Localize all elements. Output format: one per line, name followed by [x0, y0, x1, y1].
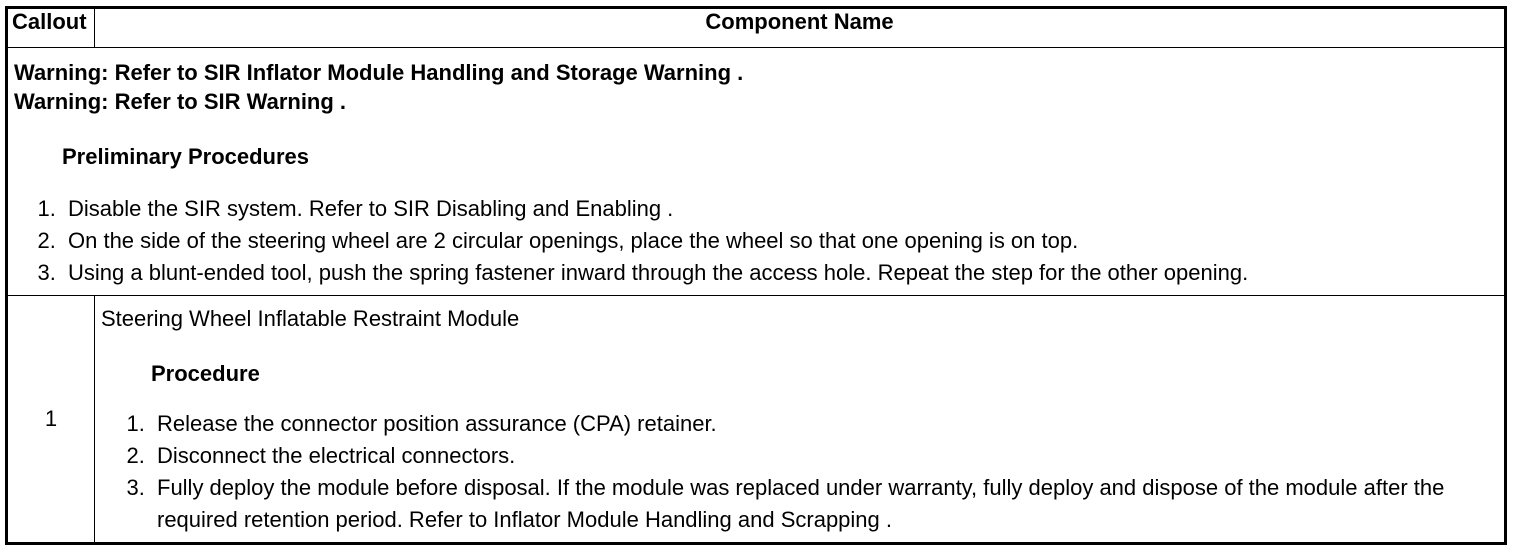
preliminary-step-3: 3. Using a blunt-ended tool, push the spring fastener inward through the access hole. Repeat the step for the other opening.	[62, 257, 1498, 289]
procedure-step-1: 1. Release the connector position assurance (CPA) retainer.	[151, 408, 1498, 440]
warning-sir: Warning: Refer to SIR Warning .	[14, 89, 347, 114]
preliminary-title: Preliminary Procedures	[62, 144, 310, 169]
table-header-row	[7, 8, 1506, 48]
component-cell	[95, 296, 1506, 544]
callout-number: 1	[7, 296, 95, 544]
header-callout: Callout	[7, 8, 95, 48]
procedure-title: Procedure	[151, 361, 260, 386]
procedure-step-3: 3. Fully deploy the module before disposal. If the module was replaced under warranty, fully deploy and dispose of the module after the required retention period. Refer to Inflator Module Handling and Scrapping .	[151, 472, 1498, 536]
preliminary-steps	[14, 193, 1498, 289]
warning-cell	[7, 48, 1506, 296]
component-name: Steering Wheel Inflatable Restraint Module	[101, 306, 520, 331]
warning-row	[7, 48, 1506, 296]
header-component-name: Component Name	[95, 8, 1506, 48]
warning-inflator: Warning: Refer to SIR Inflator Module Handling and Storage Warning .	[14, 60, 744, 85]
preliminary-step-1: 1. Disable the SIR system. Refer to SIR Disabling and Enabling .	[62, 193, 1498, 225]
procedure-steps	[101, 408, 1498, 536]
table-row	[7, 296, 1506, 544]
procedure-step-2: 2. Disconnect the electrical connectors.	[151, 440, 1498, 472]
procedure-table	[5, 6, 1507, 545]
preliminary-step-2: 2. On the side of the steering wheel are 2 circular openings, place the wheel so that one opening is on top.	[62, 225, 1498, 257]
